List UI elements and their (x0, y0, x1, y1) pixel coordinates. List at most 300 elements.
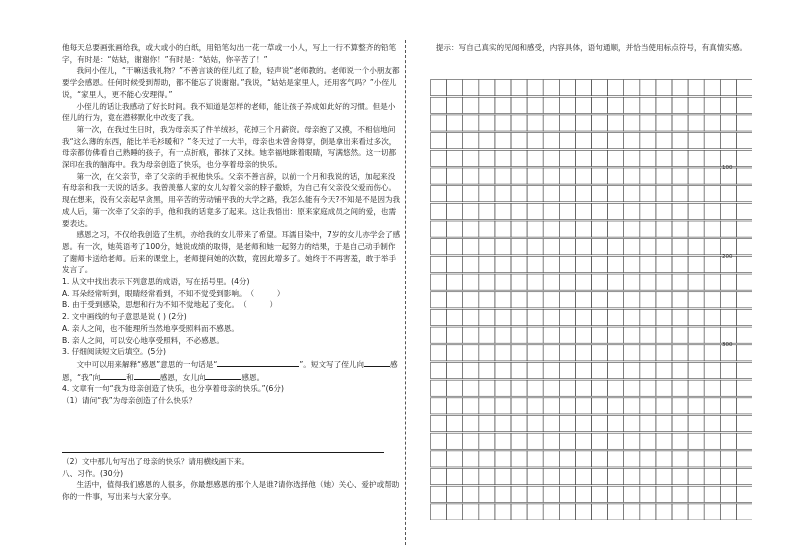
grid-cell[interactable] (543, 362, 559, 378)
grid-cell[interactable] (495, 203, 511, 219)
grid-cell[interactable] (720, 80, 736, 96)
grid-cell[interactable] (624, 433, 640, 449)
grid-cell[interactable] (672, 362, 688, 378)
grid-cell[interactable] (511, 416, 527, 432)
grid-cell[interactable] (495, 327, 511, 343)
grid-cell[interactable] (527, 504, 543, 520)
grid-cell[interactable] (624, 362, 640, 378)
grid-cell[interactable] (624, 416, 640, 432)
grid-cell[interactable] (672, 398, 688, 414)
grid-cell[interactable] (479, 186, 495, 202)
grid-cell[interactable] (495, 309, 511, 325)
grid-cell[interactable] (640, 345, 656, 361)
grid-cell[interactable] (592, 115, 608, 131)
grid-cell[interactable] (511, 133, 527, 149)
grid-cell[interactable] (511, 221, 527, 237)
grid-cell[interactable] (704, 327, 720, 343)
grid-cell[interactable] (688, 398, 704, 414)
grid-cell[interactable] (575, 416, 591, 432)
grid-cell[interactable] (431, 239, 447, 255)
grid-cell[interactable] (447, 362, 463, 378)
grid-cell[interactable] (479, 416, 495, 432)
grid-cell[interactable] (640, 256, 656, 272)
grid-cell[interactable] (640, 309, 656, 325)
grid-cell[interactable] (431, 97, 447, 113)
grid-cell[interactable] (608, 469, 624, 485)
grid-cell[interactable] (704, 292, 720, 308)
grid-cell[interactable] (463, 274, 479, 290)
grid-cell[interactable] (608, 362, 624, 378)
grid-cell[interactable] (543, 309, 559, 325)
grid-cell[interactable] (640, 186, 656, 202)
grid-cell[interactable] (624, 239, 640, 255)
grid-cell[interactable] (688, 504, 704, 520)
grid-cell[interactable] (736, 97, 752, 113)
grid-cell[interactable] (527, 274, 543, 290)
grid-cell[interactable] (672, 97, 688, 113)
grid-cell[interactable] (495, 292, 511, 308)
grid-cell[interactable] (543, 133, 559, 149)
grid-cell[interactable] (720, 186, 736, 202)
grid-cell[interactable] (592, 451, 608, 467)
grid-cell[interactable] (688, 221, 704, 237)
grid-cell[interactable] (431, 133, 447, 149)
grid-cell[interactable] (640, 362, 656, 378)
grid-cell[interactable] (736, 80, 752, 96)
grid-cell[interactable] (479, 309, 495, 325)
grid-cell[interactable] (592, 186, 608, 202)
grid-cell[interactable] (527, 380, 543, 396)
grid-cell[interactable] (736, 327, 752, 343)
grid-cell[interactable] (543, 221, 559, 237)
grid-cell[interactable] (447, 469, 463, 485)
grid-cell[interactable] (495, 221, 511, 237)
grid-cell[interactable] (463, 380, 479, 396)
grid-cell[interactable] (592, 97, 608, 113)
grid-cell[interactable] (431, 309, 447, 325)
grid-cell[interactable] (672, 221, 688, 237)
grid-cell[interactable] (592, 221, 608, 237)
grid-cell[interactable] (463, 451, 479, 467)
grid-cell[interactable] (736, 504, 752, 520)
grid-cell[interactable] (704, 486, 720, 502)
grid-cell[interactable] (624, 150, 640, 166)
grid-cell[interactable] (431, 186, 447, 202)
grid-cell[interactable] (431, 486, 447, 502)
grid-cell[interactable] (527, 398, 543, 414)
grid-cell[interactable] (688, 380, 704, 396)
grid-cell[interactable] (720, 150, 736, 166)
grid-cell[interactable] (447, 416, 463, 432)
grid-cell[interactable] (672, 150, 688, 166)
grid-cell[interactable] (656, 97, 672, 113)
grid-cell[interactable] (447, 150, 463, 166)
grid-cell[interactable] (543, 274, 559, 290)
grid-cell[interactable] (656, 309, 672, 325)
grid-cell[interactable] (608, 380, 624, 396)
grid-cell[interactable] (431, 345, 447, 361)
grid-cell[interactable] (608, 416, 624, 432)
grid-cell[interactable] (672, 186, 688, 202)
grid-cell[interactable] (575, 168, 591, 184)
grid-cell[interactable] (736, 345, 752, 361)
grid-cell[interactable] (624, 380, 640, 396)
grid-cell[interactable] (495, 451, 511, 467)
grid-cell[interactable] (463, 398, 479, 414)
grid-cell[interactable] (511, 504, 527, 520)
grid-cell[interactable] (495, 345, 511, 361)
grid-cell[interactable] (656, 469, 672, 485)
grid-cell[interactable] (543, 486, 559, 502)
grid-cell[interactable] (608, 203, 624, 219)
grid-cell[interactable] (511, 274, 527, 290)
grid-cell[interactable] (656, 398, 672, 414)
grid-cell[interactable] (640, 327, 656, 343)
grid-cell[interactable] (559, 97, 575, 113)
grid-cell[interactable] (431, 256, 447, 272)
grid-cell[interactable] (608, 345, 624, 361)
grid-cell[interactable] (592, 416, 608, 432)
grid-cell[interactable] (624, 451, 640, 467)
grid-cell[interactable] (592, 133, 608, 149)
grid-cell[interactable] (559, 133, 575, 149)
grid-cell[interactable] (720, 239, 736, 255)
grid-cell[interactable] (575, 469, 591, 485)
grid-cell[interactable] (704, 186, 720, 202)
grid-cell[interactable] (672, 504, 688, 520)
grid-cell[interactable] (736, 115, 752, 131)
grid-cell[interactable] (447, 203, 463, 219)
grid-cell[interactable] (575, 380, 591, 396)
grid-cell[interactable] (640, 398, 656, 414)
grid-cell[interactable] (736, 292, 752, 308)
composition-grid[interactable] (430, 78, 752, 520)
grid-cell[interactable] (575, 97, 591, 113)
grid-cell[interactable] (543, 504, 559, 520)
grid-cell[interactable] (736, 416, 752, 432)
grid-cell[interactable] (543, 433, 559, 449)
grid-cell[interactable] (559, 309, 575, 325)
grid-cell[interactable] (447, 115, 463, 131)
grid-cell[interactable] (672, 80, 688, 96)
grid-cell[interactable] (511, 186, 527, 202)
grid-cell[interactable] (575, 115, 591, 131)
grid-cell[interactable] (704, 274, 720, 290)
grid-cell[interactable] (608, 433, 624, 449)
grid-cell[interactable] (447, 274, 463, 290)
grid-cell[interactable] (543, 115, 559, 131)
grid-cell[interactable] (463, 221, 479, 237)
grid-cell[interactable] (688, 362, 704, 378)
grid-cell[interactable] (608, 115, 624, 131)
grid-cell[interactable] (495, 168, 511, 184)
grid-cell[interactable] (736, 362, 752, 378)
grid-cell[interactable] (511, 239, 527, 255)
grid-cell[interactable] (559, 168, 575, 184)
grid-cell[interactable] (608, 451, 624, 467)
grid-cell[interactable] (559, 292, 575, 308)
grid-cell[interactable] (608, 327, 624, 343)
grid-cell[interactable] (447, 133, 463, 149)
grid-cell[interactable] (447, 398, 463, 414)
grid-cell[interactable] (640, 168, 656, 184)
grid-cell[interactable] (640, 80, 656, 96)
grid-cell[interactable] (479, 150, 495, 166)
grid-cell[interactable] (736, 274, 752, 290)
grid-cell[interactable] (688, 274, 704, 290)
grid-cell[interactable] (495, 186, 511, 202)
grid-cell[interactable] (592, 239, 608, 255)
grid-cell[interactable] (463, 203, 479, 219)
grid-cell[interactable] (592, 398, 608, 414)
grid-cell[interactable] (704, 97, 720, 113)
grid-cell[interactable] (431, 416, 447, 432)
grid-cell[interactable] (624, 221, 640, 237)
grid-cell[interactable] (463, 433, 479, 449)
grid-cell[interactable] (511, 150, 527, 166)
answer-blank[interactable] (205, 371, 241, 380)
grid-cell[interactable] (559, 327, 575, 343)
grid-cell[interactable] (511, 97, 527, 113)
grid-cell[interactable] (431, 327, 447, 343)
grid-cell[interactable] (495, 239, 511, 255)
grid-cell[interactable] (672, 274, 688, 290)
grid-cell[interactable] (495, 115, 511, 131)
grid-cell[interactable] (495, 97, 511, 113)
grid-cell[interactable] (592, 504, 608, 520)
grid-cell[interactable] (736, 133, 752, 149)
grid-cell[interactable] (511, 380, 527, 396)
grid-cell[interactable] (640, 469, 656, 485)
grid-cell[interactable] (688, 345, 704, 361)
grid-cell[interactable] (559, 362, 575, 378)
grid-cell[interactable] (736, 451, 752, 467)
grid-cell[interactable] (447, 345, 463, 361)
grid-cell[interactable] (688, 203, 704, 219)
grid-cell[interactable] (720, 416, 736, 432)
grid-cell[interactable] (704, 380, 720, 396)
answer-blank[interactable] (134, 371, 160, 380)
grid-cell[interactable] (656, 203, 672, 219)
grid-cell[interactable] (479, 239, 495, 255)
grid-cell[interactable] (447, 239, 463, 255)
grid-cell[interactable] (543, 97, 559, 113)
grid-cell[interactable] (463, 256, 479, 272)
grid-cell[interactable] (656, 433, 672, 449)
grid-cell[interactable] (656, 239, 672, 255)
grid-cell[interactable] (592, 309, 608, 325)
grid-cell[interactable] (495, 80, 511, 96)
grid-cell[interactable] (656, 345, 672, 361)
grid-cell[interactable] (608, 150, 624, 166)
grid-cell[interactable] (575, 133, 591, 149)
grid-cell[interactable] (736, 203, 752, 219)
grid-cell[interactable] (688, 115, 704, 131)
grid-cell[interactable] (704, 469, 720, 485)
grid-cell[interactable] (575, 186, 591, 202)
grid-cell[interactable] (511, 203, 527, 219)
grid-cell[interactable] (624, 133, 640, 149)
grid-cell[interactable] (543, 168, 559, 184)
grid-cell[interactable] (559, 398, 575, 414)
grid-cell[interactable] (463, 80, 479, 96)
grid-cell[interactable] (527, 327, 543, 343)
grid-cell[interactable] (511, 168, 527, 184)
grid-cell[interactable] (592, 168, 608, 184)
grid-cell[interactable] (431, 292, 447, 308)
grid-cell[interactable] (736, 239, 752, 255)
grid-cell[interactable] (608, 221, 624, 237)
grid-cell[interactable] (736, 469, 752, 485)
grid-cell[interactable] (736, 150, 752, 166)
grid-cell[interactable] (608, 486, 624, 502)
grid-cell[interactable] (559, 203, 575, 219)
grid-cell[interactable] (479, 451, 495, 467)
grid-cell[interactable] (463, 133, 479, 149)
grid-cell[interactable] (431, 221, 447, 237)
grid-cell[interactable] (736, 433, 752, 449)
grid-cell[interactable] (592, 80, 608, 96)
grid-cell[interactable] (447, 433, 463, 449)
grid-cell[interactable] (479, 168, 495, 184)
grid-cell[interactable] (720, 433, 736, 449)
grid-cell[interactable] (463, 309, 479, 325)
grid-cell[interactable] (672, 416, 688, 432)
answer-line[interactable] (62, 452, 384, 453)
grid-cell[interactable] (640, 416, 656, 432)
grid-cell[interactable] (463, 186, 479, 202)
grid-cell[interactable] (640, 486, 656, 502)
grid-cell[interactable] (479, 203, 495, 219)
grid-cell[interactable] (431, 504, 447, 520)
grid-cell[interactable] (704, 362, 720, 378)
grid-cell[interactable] (736, 168, 752, 184)
grid-cell[interactable] (672, 292, 688, 308)
grid-cell[interactable] (559, 256, 575, 272)
grid-cell[interactable] (704, 433, 720, 449)
grid-cell[interactable] (656, 504, 672, 520)
grid-cell[interactable] (431, 398, 447, 414)
grid-cell[interactable] (543, 239, 559, 255)
grid-cell[interactable] (656, 362, 672, 378)
grid-cell[interactable] (656, 150, 672, 166)
grid-cell[interactable] (720, 133, 736, 149)
grid-cell[interactable] (656, 80, 672, 96)
grid-cell[interactable] (608, 256, 624, 272)
grid-cell[interactable] (463, 239, 479, 255)
grid-cell[interactable] (495, 274, 511, 290)
grid-cell[interactable] (624, 203, 640, 219)
grid-cell[interactable] (527, 80, 543, 96)
grid-cell[interactable] (592, 274, 608, 290)
grid-cell[interactable] (672, 203, 688, 219)
grid-cell[interactable] (543, 80, 559, 96)
grid-cell[interactable] (479, 345, 495, 361)
grid-cell[interactable] (431, 150, 447, 166)
grid-cell[interactable] (720, 486, 736, 502)
grid-cell[interactable] (479, 433, 495, 449)
grid-cell[interactable] (479, 80, 495, 96)
grid-cell[interactable] (559, 80, 575, 96)
grid-cell[interactable] (736, 256, 752, 272)
grid-cell[interactable] (447, 309, 463, 325)
grid-cell[interactable] (431, 362, 447, 378)
grid-cell[interactable] (608, 133, 624, 149)
grid-cell[interactable] (431, 274, 447, 290)
grid-cell[interactable] (575, 345, 591, 361)
grid-cell[interactable] (704, 150, 720, 166)
grid-cell[interactable] (704, 504, 720, 520)
grid-cell[interactable] (527, 451, 543, 467)
grid-cell[interactable] (624, 486, 640, 502)
grid-cell[interactable] (495, 486, 511, 502)
grid-cell[interactable] (527, 416, 543, 432)
grid-cell[interactable] (543, 451, 559, 467)
grid-cell[interactable] (527, 168, 543, 184)
grid-cell[interactable] (656, 168, 672, 184)
grid-cell[interactable] (495, 433, 511, 449)
grid-cell[interactable] (447, 451, 463, 467)
grid-cell[interactable] (736, 398, 752, 414)
answer-blank[interactable] (100, 371, 126, 380)
grid-cell[interactable] (511, 433, 527, 449)
grid-cell[interactable] (527, 433, 543, 449)
grid-cell[interactable] (672, 133, 688, 149)
grid-cell[interactable] (527, 345, 543, 361)
grid-cell[interactable] (559, 115, 575, 131)
grid-cell[interactable] (431, 380, 447, 396)
grid-cell[interactable] (720, 398, 736, 414)
grid-cell[interactable] (624, 327, 640, 343)
grid-cell[interactable] (672, 115, 688, 131)
grid-cell[interactable] (479, 380, 495, 396)
grid-cell[interactable] (608, 274, 624, 290)
grid-cell[interactable] (656, 274, 672, 290)
grid-cell[interactable] (592, 256, 608, 272)
grid-cell[interactable] (720, 451, 736, 467)
grid-cell[interactable] (656, 380, 672, 396)
grid-cell[interactable] (479, 327, 495, 343)
grid-cell[interactable] (608, 168, 624, 184)
grid-cell[interactable] (559, 274, 575, 290)
grid-cell[interactable] (575, 362, 591, 378)
grid-cell[interactable] (447, 186, 463, 202)
grid-cell[interactable] (624, 168, 640, 184)
grid-cell[interactable] (640, 451, 656, 467)
grid-cell[interactable] (688, 309, 704, 325)
grid-cell[interactable] (527, 469, 543, 485)
grid-cell[interactable] (447, 80, 463, 96)
grid-cell[interactable] (624, 274, 640, 290)
grid-cell[interactable] (592, 292, 608, 308)
grid-cell[interactable] (511, 398, 527, 414)
grid-cell[interactable] (736, 380, 752, 396)
grid-cell[interactable] (511, 309, 527, 325)
grid-cell[interactable] (688, 133, 704, 149)
grid-cell[interactable] (688, 292, 704, 308)
grid-cell[interactable] (672, 327, 688, 343)
grid-cell[interactable] (624, 309, 640, 325)
grid-cell[interactable] (575, 274, 591, 290)
grid-cell[interactable] (640, 203, 656, 219)
grid-cell[interactable] (511, 362, 527, 378)
grid-cell[interactable] (479, 398, 495, 414)
grid-cell[interactable] (495, 504, 511, 520)
grid-cell[interactable] (559, 239, 575, 255)
grid-cell[interactable] (447, 97, 463, 113)
grid-cell[interactable] (447, 504, 463, 520)
grid-cell[interactable] (656, 416, 672, 432)
